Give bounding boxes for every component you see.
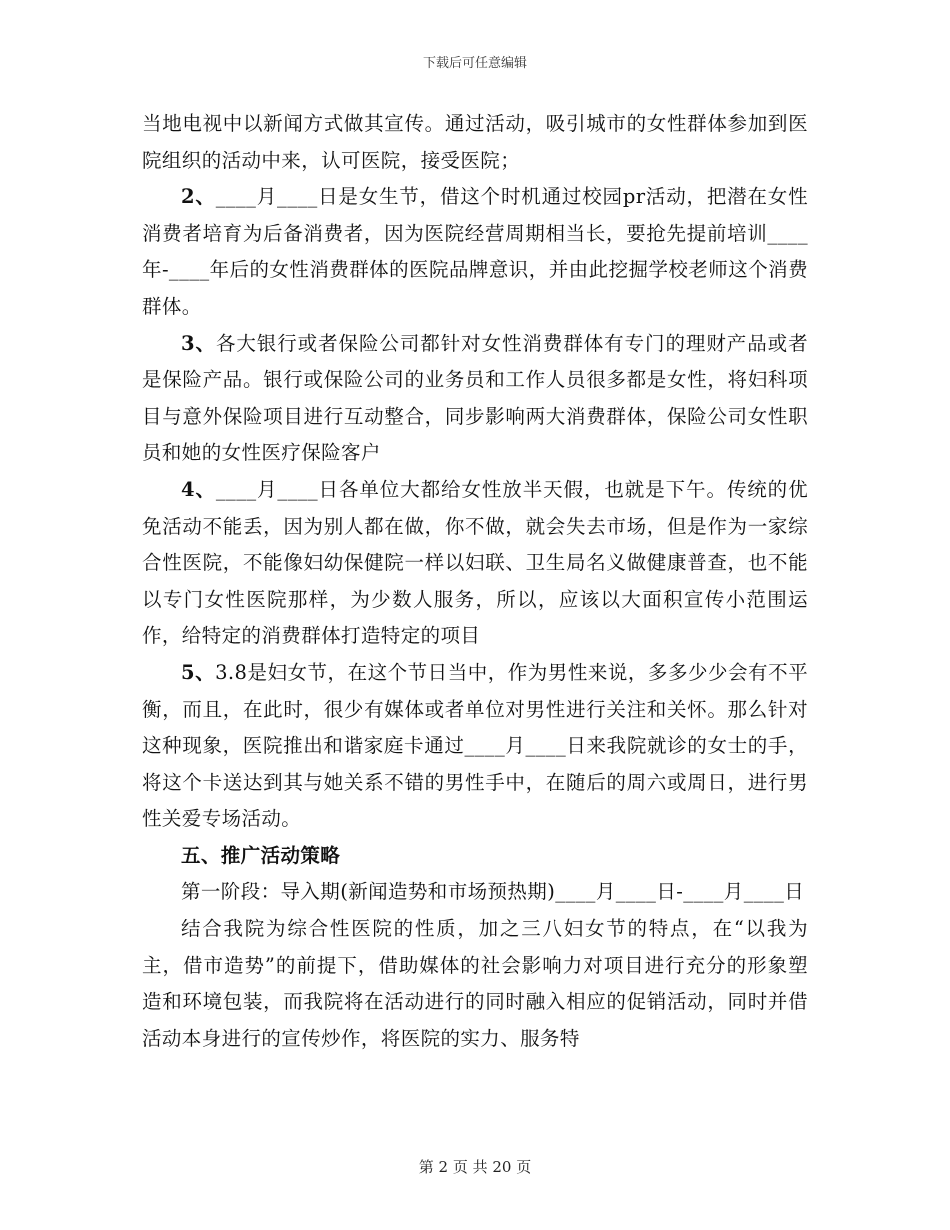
paragraph-item-2 xyxy=(142,179,808,325)
paragraph-text: ____月____日各单位大都给女性放半天假，也就是下午。传统的优免活动不能丢，因为别人都在做，你不做，就会失去市场，但是作为一家综合性医院，不能像妇幼保健院一样以妇联、卫生局名义做健康普查，也不能以专门女性医院那样，为少数人服务，所以，应该以大面积宣传小范围运作，给特定的消费群体打造特定的项目 xyxy=(142,477,808,648)
document-body xyxy=(142,106,808,1057)
item-number: 4、 xyxy=(181,477,216,501)
section-heading: 五、推广活动策略 xyxy=(181,843,341,867)
paragraph-item-4 xyxy=(142,472,808,655)
paragraph-text: 3.8是妇女节，在这个节日当中，作为男性来说，多多少少会有不平衡，而且，在此时，很少有媒体或者单位对男性进行关注和关怀。那么针对这种现象，医院推出和谐家庭卡通过____月____日来我院就诊的女士的手，将这个卡送达到其与她关系不错的男性手中，在随后的周六或周日，进行男性关爱专场活动。 xyxy=(142,660,808,831)
item-number: 2、 xyxy=(181,185,216,209)
paragraph-text: 各大银行或者保险公司都针对女性消费群体有专门的理财产品或者是保险产品。银行或保险公司的业务员和工作人员很多都是女性，将妇科项目与意外保险项目进行互动整合，同步影响两大消费群体，保险公司女性职员和她的女性医疗保险客户 xyxy=(142,331,808,465)
item-number: 5、 xyxy=(181,660,216,684)
paragraph-item-5 xyxy=(142,655,808,838)
paragraph-text: ____月____日是女生节，借这个时机通过校园pr活动，把潜在女性消费者培育为后备消费者，因为医院经营周期相当长，要抢先提前培训____年-____年后的女性消费群体的医院品牌意识，并由此挖掘学校老师这个消费群体。 xyxy=(142,185,809,318)
item-number: 3、 xyxy=(181,331,216,355)
paragraph-intro: 当地电视中以新闻方式做其宣传。通过活动，吸引城市的女性群体参加到医院组织的活动中来，认可医院，接受医院； xyxy=(142,112,808,172)
page-header: 下载后可任意编辑 xyxy=(422,56,527,71)
paragraph-item-3 xyxy=(142,326,808,472)
paragraph-phase-1: 第一阶段：导入期(新闻造势和市场预热期)____月____日-____月____日 xyxy=(181,880,805,904)
page-footer: 第 2 页 共 20 页 xyxy=(418,1158,532,1176)
paragraph-last: 结合我院为综合性医院的性质，加之三八妇女节的特点，在“以我为主，借市造势”的前提下，借助媒体的社会影响力对项目进行充分的形象塑造和环境包装，而我院将在活动进行的同时融入相应的促销活动，同时并借活动本身进行的宣传炒作，将医院的实力、服务特 xyxy=(142,917,808,1050)
